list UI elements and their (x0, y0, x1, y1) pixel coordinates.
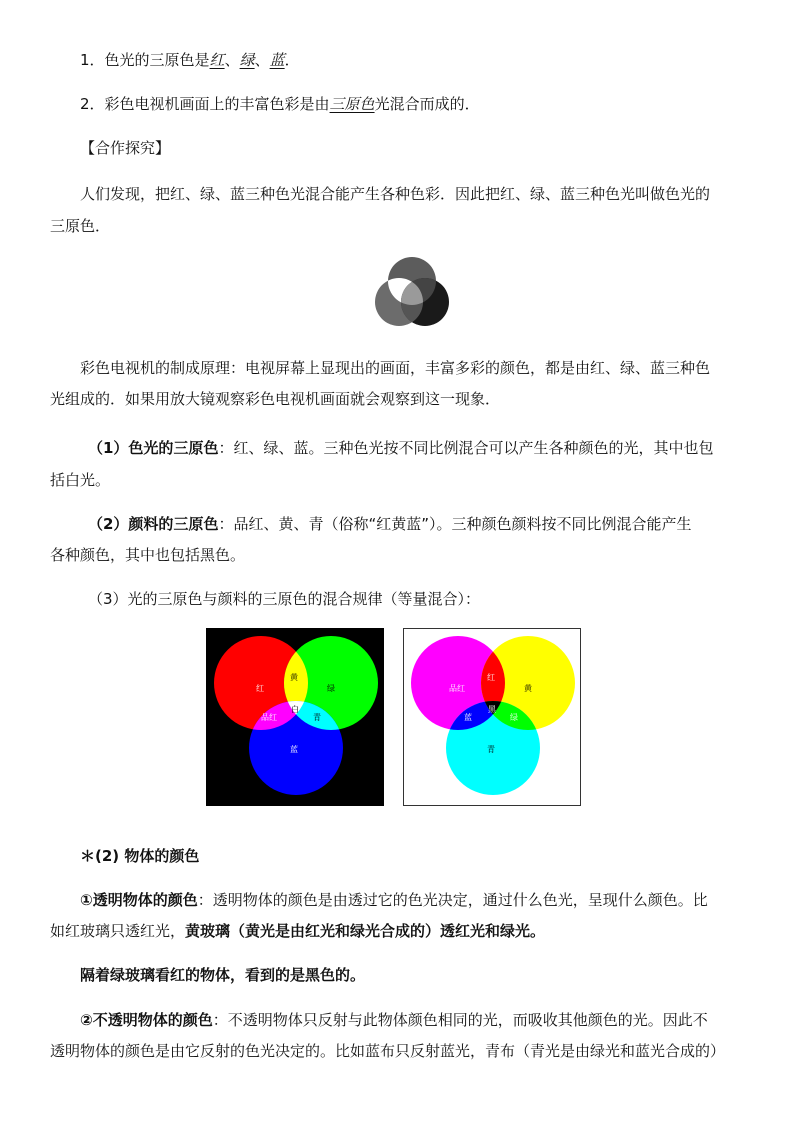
label-blue: 蓝 (464, 713, 472, 722)
label-red: 红 (256, 684, 264, 693)
answer-primary-colors: 三原色 (329, 95, 375, 113)
intro-line-2: 三原色． (50, 217, 111, 235)
item-1: 1．色光的三原色是红、绿、蓝． (80, 51, 300, 69)
answer-green: 绿 (239, 51, 255, 69)
label-cyan: 青 (487, 745, 495, 754)
transparent-objects-line-1: ①透明物体的颜色：透明物体的颜色是由透过它的色光决定，通过什么色光，呈现什么颜色。比 (80, 891, 708, 909)
pigment-primaries-line-1: （2）颜料的三原色：品红、黄、青（俗称“红黄蓝”）。三种颜色颜料按不同比例混合能产生 (88, 515, 692, 533)
object-colors-title: ＊(2) 物体的颜色 (80, 847, 200, 865)
label-magenta: 品红 (449, 684, 465, 693)
tv-line-1: 彩色电视机的制成原理：电视屏幕上显现出的画面，丰富多彩的颜色，都是由红、绿、蓝三种色 (80, 359, 711, 377)
label-yellow: 黄 (290, 673, 298, 682)
label-blue: 蓝 (290, 745, 298, 754)
label-green: 绿 (510, 713, 518, 722)
light-primaries-line-2: 括白光。 (50, 471, 111, 489)
label-white: 白 (291, 705, 299, 714)
intro-line-1: 人们发现，把红、绿、蓝三种色光混合能产生各种色彩．因此把红、绿、蓝三种色光叫做色光的 (80, 185, 711, 203)
grayscale-venn-diagram (370, 252, 454, 336)
answer-red: 红 (209, 51, 225, 69)
label-red: 红 (487, 673, 495, 682)
label-black: 黑 (488, 705, 496, 714)
tv-line-2: 光组成的．如果用放大镜观察彩色电视机画面就会观察到这一现象． (50, 390, 501, 408)
transparent-objects-line-2: 如红玻璃只透红光，黄玻璃（黄光是由红光和绿光合成的）透红光和绿光。 (50, 922, 546, 940)
pigment-primaries-line-2: 各种颜色，其中也包括黑色。 (50, 546, 246, 564)
item-2: 2．彩色电视机画面上的丰富色彩是由三原色光混合而成的． (80, 95, 480, 113)
label-magenta: 品红 (261, 713, 277, 722)
label-green: 绿 (327, 684, 335, 693)
answer-blue: 蓝 (269, 51, 285, 69)
section-title: 【合作探究】 (80, 139, 171, 157)
opaque-objects-line-1: ②不透明物体的颜色：不透明物体只反射与此物体颜色相同的光，而吸收其他颜色的光。因此不 (80, 1011, 708, 1029)
label-yellow: 黄 (524, 684, 532, 693)
mixing-rules-caption: （3）光的三原色与颜料的三原色的混合规律（等量混合）： (88, 590, 481, 608)
label-cyan: 青 (313, 713, 321, 722)
opaque-objects-line-2: 透明物体的颜色是由它反射的色光决定的。比如蓝布只反射蓝光，青布（青光是由绿光和蓝光合成的） (50, 1042, 726, 1060)
light-primaries-line-1: （1）色光的三原色：红、绿、蓝。三种色光按不同比例混合可以产生各种颜色的光，其中也包 (88, 439, 714, 457)
pigment-mixing-diagram (403, 628, 581, 806)
light-mixing-diagram (206, 628, 384, 806)
green-glass-note: 隔着绿玻璃看红的物体，看到的是黑色的。 (80, 966, 366, 984)
